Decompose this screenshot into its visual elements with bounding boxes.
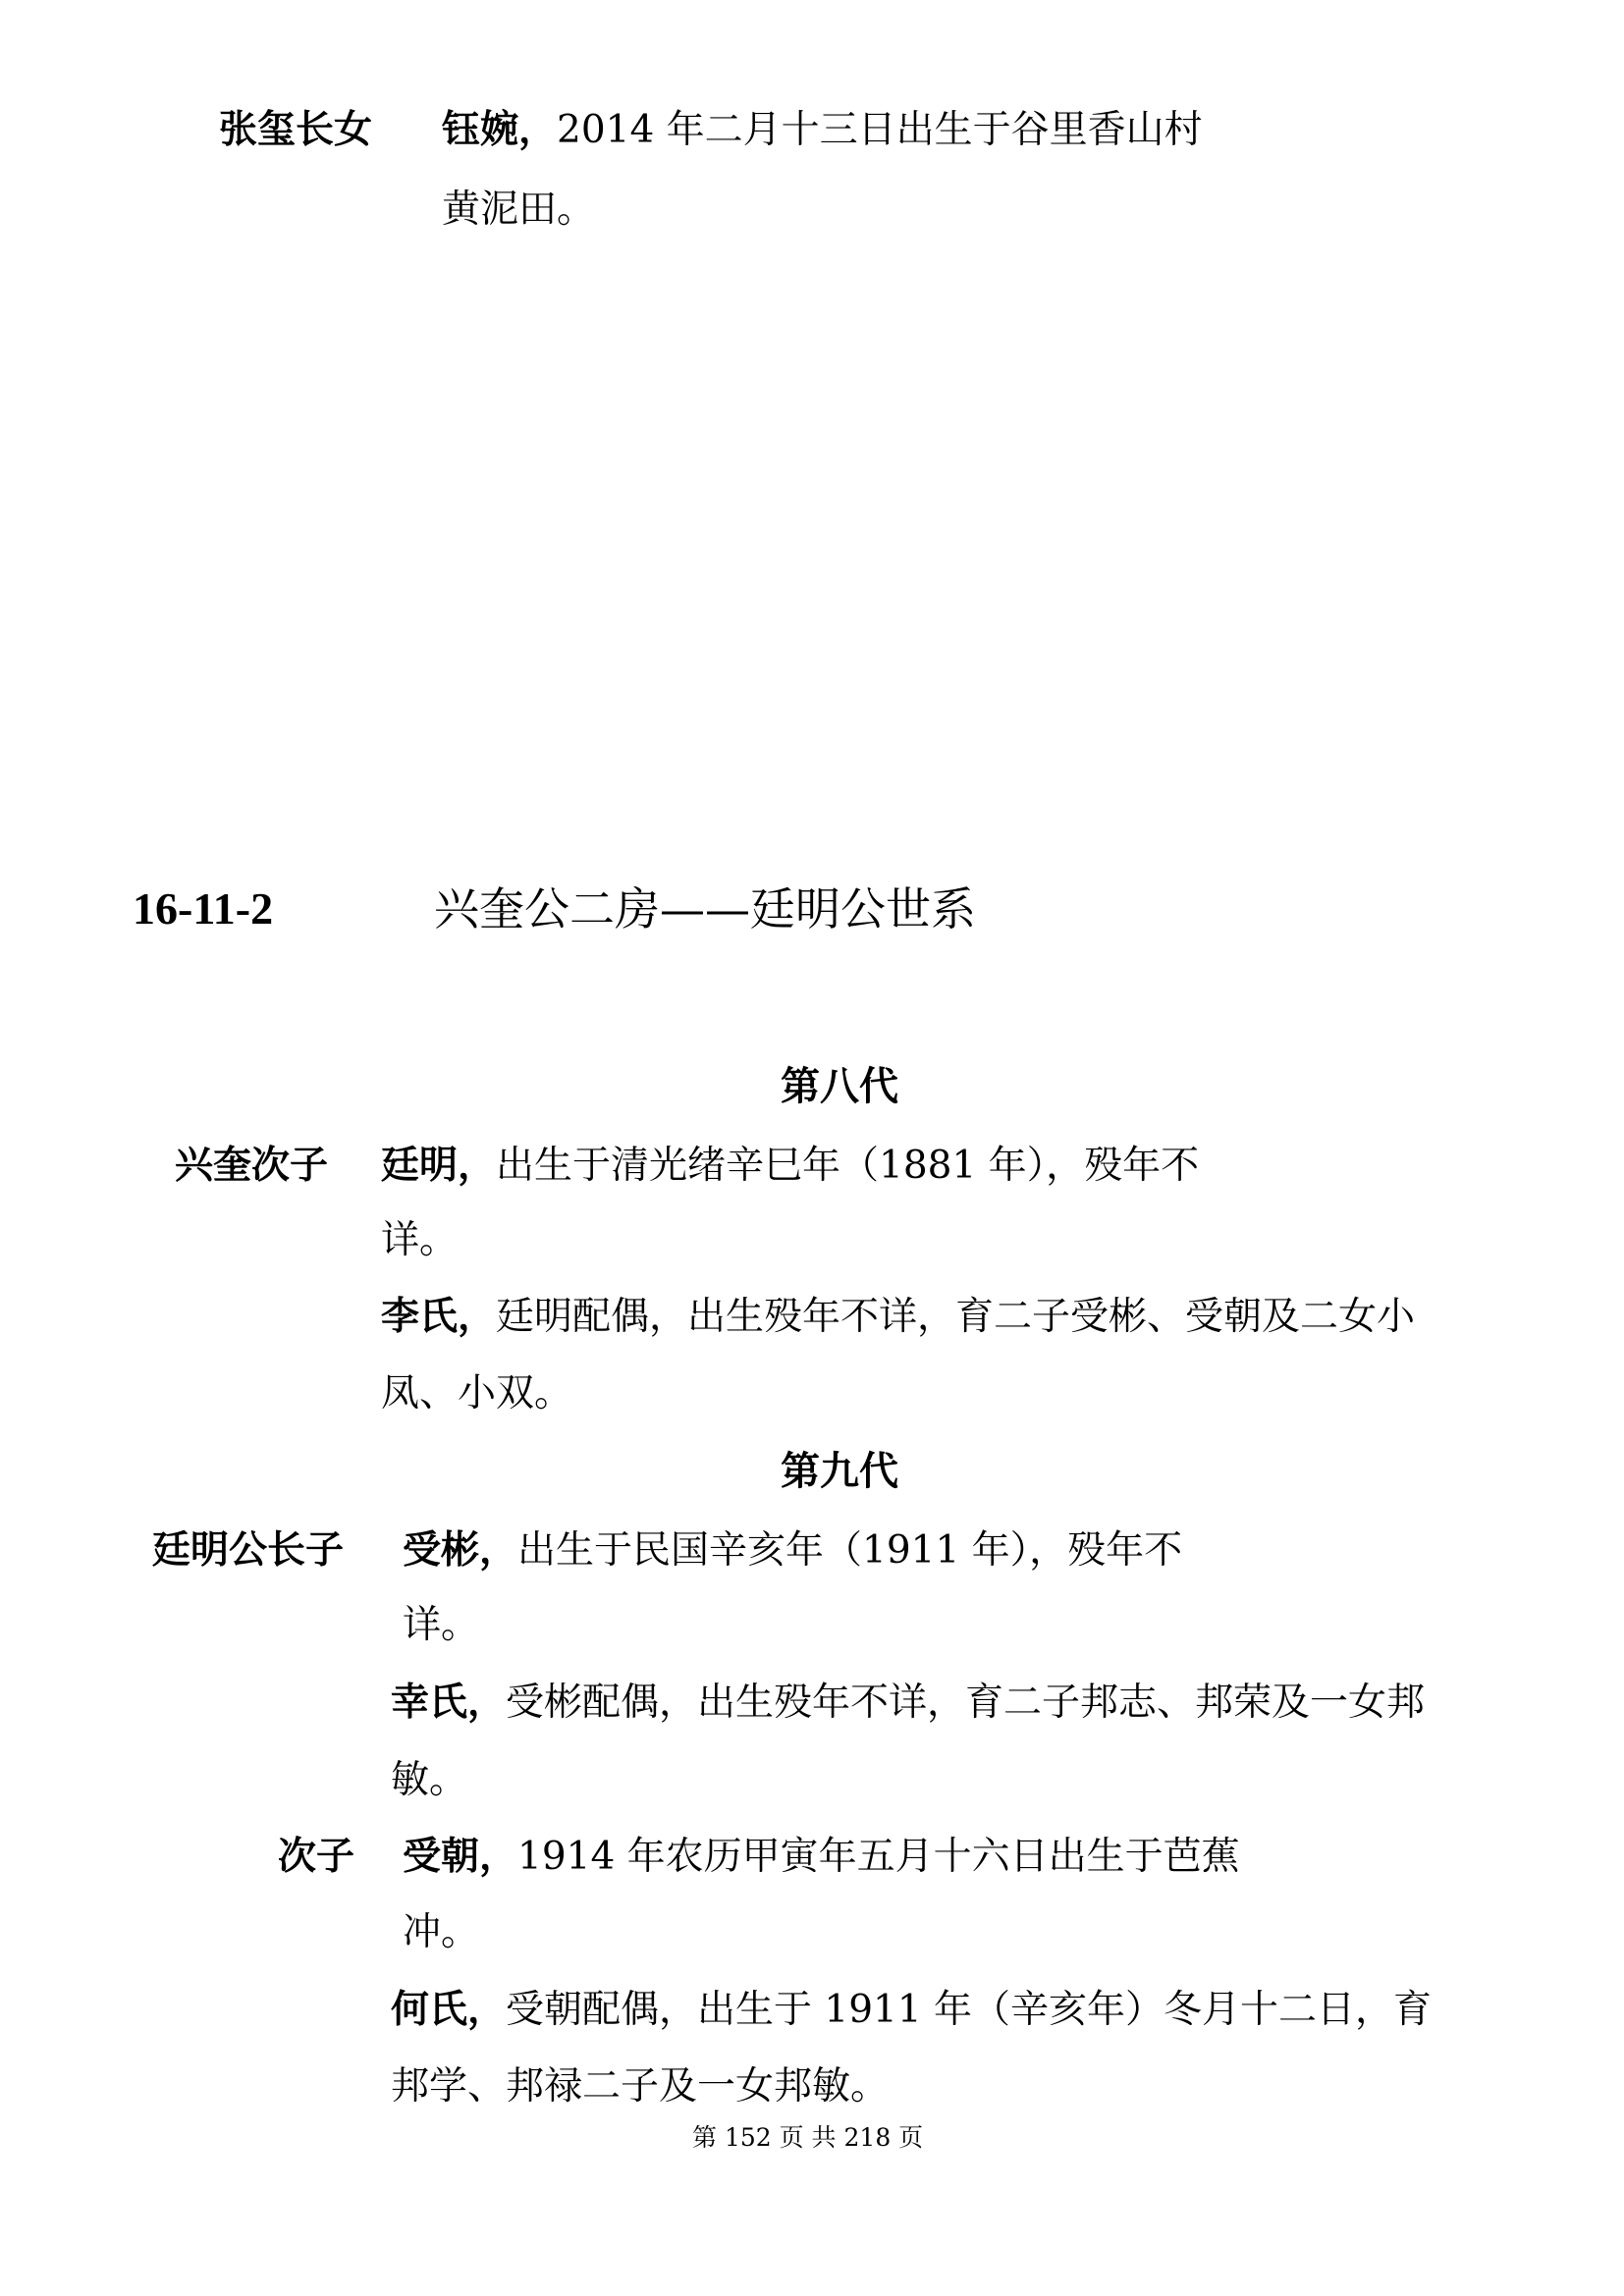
generation-heading: 第九代 (781, 1448, 898, 1494)
person-name: 受朝， (403, 1834, 518, 1879)
relation-label: 张玺长女 (219, 107, 373, 152)
spouse-text: 廷明配偶，出生殁年不详，育二子受彬、受朝及二女小 (496, 1295, 1416, 1339)
person-entry (381, 1142, 1199, 1190)
spouse-entry (391, 1986, 1432, 2034)
entry-text: 出生于清光绪辛巳年（1881 年），殁年不 (496, 1144, 1200, 1188)
spouse-entry (381, 1293, 1415, 1341)
section-title: 兴奎公二房——廷明公世系 (434, 882, 976, 935)
person-name: 钰婉， (442, 107, 558, 152)
entry-text-continued: 详。 (381, 1218, 459, 1262)
spouse-text-continued: 凤、小双。 (381, 1371, 573, 1415)
page-number: 第 152 页 共 218 页 (692, 2123, 924, 2152)
spouse-name: 李氏， (381, 1294, 497, 1339)
spouse-text: 受彬配偶，出生殁年不详，育二子邦志、邦荣及一女邦 (506, 1681, 1426, 1725)
entry-text: 2014 年二月十三日出生于谷里香山村 (557, 108, 1203, 152)
person-name: 廷明， (381, 1143, 497, 1188)
entry-text: 出生于民国辛亥年（1911 年），殁年不 (517, 1528, 1183, 1573)
generation-heading: 第八代 (781, 1063, 898, 1109)
spouse-text-continued: 敏。 (391, 1758, 468, 1802)
relation-label: 次子 (278, 1834, 355, 1879)
person-entry (403, 1833, 1240, 1881)
spouse-name: 何氏， (391, 1987, 507, 2032)
entry-text-continued: 黄泥田。 (442, 187, 596, 232)
entry-text: 1914 年农历甲寅年五月十六日出生于芭蕉 (517, 1835, 1240, 1879)
entry-text-continued: 详。 (403, 1603, 480, 1647)
spouse-name: 幸氏， (391, 1680, 507, 1725)
person-entry (442, 106, 1203, 154)
person-name: 受彬， (403, 1527, 518, 1573)
entry-text-continued: 冲。 (403, 1910, 480, 1954)
section-number: 16-11-2 (133, 883, 274, 934)
relation-label: 兴奎次子 (175, 1143, 329, 1188)
spouse-text-continued: 邦学、邦禄二子及一女邦敏。 (391, 2064, 890, 2109)
person-entry (403, 1526, 1182, 1575)
spouse-entry (391, 1679, 1425, 1727)
relation-label: 廷明公长子 (152, 1527, 345, 1573)
spouse-text: 受朝配偶，出生于 1911 年（辛亥年）冬月十二日，育 (506, 1988, 1433, 2032)
